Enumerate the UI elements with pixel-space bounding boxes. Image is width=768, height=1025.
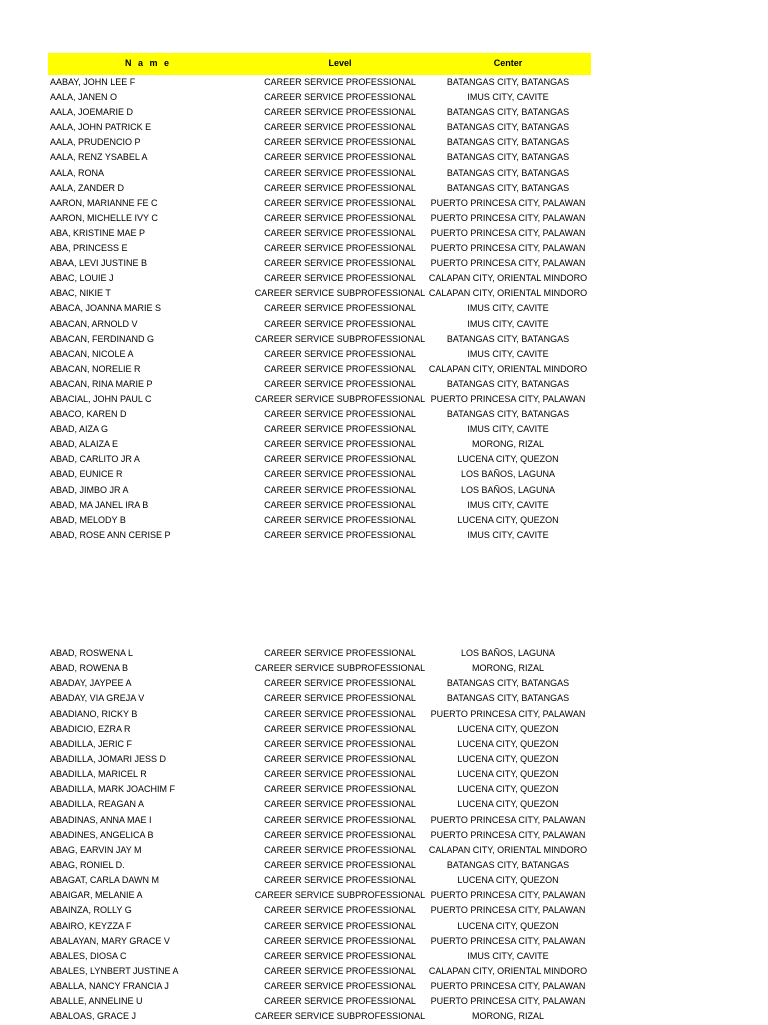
level-cell: CAREER SERVICE PROFESSIONAL xyxy=(264,258,416,269)
name-cell: ABALES, DIOSA C xyxy=(50,950,127,961)
level-cell: CAREER SERVICE PROFESSIONAL xyxy=(264,799,416,810)
center-cell: LUCENA CITY, QUEZON xyxy=(457,920,559,931)
level-cell: CAREER SERVICE PROFESSIONAL xyxy=(264,303,416,314)
level-cell: CAREER SERVICE SUBPROFESSIONAL xyxy=(254,890,426,901)
level-cell: CAREER SERVICE PROFESSIONAL xyxy=(264,152,416,163)
table-row xyxy=(48,964,591,979)
table-row xyxy=(48,286,591,301)
table-row xyxy=(48,241,591,256)
level-cell: CAREER SERVICE PROFESSIONAL xyxy=(264,648,416,658)
table-row xyxy=(48,528,591,543)
center-cell: IMUS CITY, CAVITE xyxy=(467,424,549,435)
table-row xyxy=(48,467,591,482)
name-cell: ABACIAL, JOHN PAUL C xyxy=(50,393,152,404)
name-cell: ABACO, KAREN D xyxy=(50,409,127,420)
level-cell: CAREER SERVICE PROFESSIONAL xyxy=(264,484,416,495)
name-cell: ABAD, EUNICE R xyxy=(50,469,123,480)
table-row xyxy=(48,271,591,286)
level-cell: CAREER SERVICE PROFESSIONAL xyxy=(264,814,416,825)
table-row xyxy=(48,661,591,676)
level-cell: CAREER SERVICE PROFESSIONAL xyxy=(264,318,416,329)
name-cell: ABACAN, RINA MARIE P xyxy=(50,378,153,389)
level-cell: CAREER SERVICE PROFESSIONAL xyxy=(264,92,416,103)
level-cell: CAREER SERVICE PROFESSIONAL xyxy=(264,424,416,435)
table-row xyxy=(48,1009,591,1024)
level-cell: CAREER SERVICE PROFESSIONAL xyxy=(264,784,416,795)
table-row xyxy=(48,211,591,226)
table-row xyxy=(48,979,591,994)
level-cell: CAREER SERVICE PROFESSIONAL xyxy=(264,77,416,87)
table-row xyxy=(48,135,591,150)
center-cell: PUERTO PRINCESA CITY, PALAWAN xyxy=(430,981,586,992)
name-cell: ABAGAT, CARLA DAWN M xyxy=(50,875,160,886)
table-row xyxy=(48,90,591,105)
center-cell: IMUS CITY, CAVITE xyxy=(467,318,549,329)
level-cell: CAREER SERVICE PROFESSIONAL xyxy=(264,981,416,992)
table-row xyxy=(48,392,591,407)
center-cell: LUCENA CITY, QUEZON xyxy=(457,875,559,886)
name-cell: ABADILLA, JOMARI JESS D xyxy=(50,753,167,764)
center-cell: LOS BAÑOS, LAGUNA xyxy=(460,469,556,480)
name-cell: ABAINZA, ROLLY G xyxy=(50,905,132,916)
level-cell: CAREER SERVICE PROFESSIONAL xyxy=(264,844,416,855)
table-row xyxy=(48,782,591,797)
name-cell: ABAC, LOUIE J xyxy=(50,273,114,284)
level-cell: CAREER SERVICE SUBPROFESSIONAL xyxy=(254,1011,426,1022)
center-cell: LUCENA CITY, QUEZON xyxy=(457,514,559,525)
header-center: Center xyxy=(493,58,523,68)
name-cell: AARON, MARIANNE FE C xyxy=(50,197,158,208)
center-cell: BATANGAS CITY, BATANGAS xyxy=(446,409,570,420)
level-cell: CAREER SERVICE PROFESSIONAL xyxy=(264,227,416,238)
name-cell: ABAIGAR, MELANIE A xyxy=(50,890,143,901)
center-cell: BATANGAS CITY, BATANGAS xyxy=(446,333,570,344)
table-row xyxy=(48,120,591,135)
level-cell: CAREER SERVICE PROFESSIONAL xyxy=(264,107,416,118)
table-row xyxy=(48,483,591,498)
name-cell: ABADILLA, MARICEL R xyxy=(50,769,147,780)
name-cell: ABAD, ALAIZA E xyxy=(50,439,119,450)
table-row xyxy=(48,452,591,467)
table-row xyxy=(48,407,591,422)
center-cell: MORONG, RIZAL xyxy=(471,439,544,450)
level-cell: CAREER SERVICE PROFESSIONAL xyxy=(264,167,416,178)
table-row xyxy=(48,166,591,181)
level-cell: CAREER SERVICE PROFESSIONAL xyxy=(264,137,416,148)
name-cell: ABAG, RONIEL D. xyxy=(50,859,125,870)
center-cell: LOS BAÑOS, LAGUNA xyxy=(460,484,556,495)
name-cell: ABACAN, NICOLE A xyxy=(50,348,134,359)
center-cell: CALAPAN CITY, ORIENTAL MINDORO xyxy=(428,363,588,374)
table-row xyxy=(48,301,591,316)
name-cell: AALA, RENZ YSABEL A xyxy=(50,152,148,163)
level-cell: CAREER SERVICE PROFESSIONAL xyxy=(264,905,416,916)
level-cell: CAREER SERVICE PROFESSIONAL xyxy=(264,529,416,540)
table-row xyxy=(48,888,591,903)
table-row xyxy=(48,377,591,392)
table-row xyxy=(48,919,591,934)
name-cell: ABA, PRINCESS E xyxy=(50,243,128,254)
table-row xyxy=(48,513,591,528)
center-cell: BATANGAS CITY, BATANGAS xyxy=(446,182,570,193)
table-row xyxy=(48,437,591,452)
center-cell: MORONG, RIZAL xyxy=(471,1011,544,1022)
center-cell: PUERTO PRINCESA CITY, PALAWAN xyxy=(430,905,586,916)
table-row xyxy=(48,347,591,362)
level-cell: CAREER SERVICE PROFESSIONAL xyxy=(264,273,416,284)
name-cell: ABACAN, NORELIE R xyxy=(50,363,141,374)
name-cell: ABADINAS, ANNA MAE I xyxy=(50,814,152,825)
level-cell: CAREER SERVICE PROFESSIONAL xyxy=(264,738,416,749)
table-row xyxy=(48,858,591,873)
level-cell: CAREER SERVICE PROFESSIONAL xyxy=(264,875,416,886)
table-row xyxy=(48,498,591,513)
level-cell: CAREER SERVICE PROFESSIONAL xyxy=(264,363,416,374)
center-cell: PUERTO PRINCESA CITY, PALAWAN xyxy=(430,258,586,269)
level-cell: CAREER SERVICE PROFESSIONAL xyxy=(264,708,416,719)
name-cell: ABACAN, ARNOLD V xyxy=(50,318,138,329)
name-cell: AALA, ZANDER D xyxy=(50,182,125,193)
center-cell: BATANGAS CITY, BATANGAS xyxy=(446,859,570,870)
table-row xyxy=(48,676,591,691)
center-cell: BATANGAS CITY, BATANGAS xyxy=(446,152,570,163)
center-cell: PUERTO PRINCESA CITY, PALAWAN xyxy=(430,227,586,238)
center-cell: PUERTO PRINCESA CITY, PALAWAN xyxy=(430,829,586,840)
name-cell: ABADAY, VIA GREJA V xyxy=(50,693,145,704)
center-cell: BATANGAS CITY, BATANGAS xyxy=(446,678,570,689)
center-cell: CALAPAN CITY, ORIENTAL MINDORO xyxy=(428,965,588,976)
table-row xyxy=(48,150,591,165)
level-cell: CAREER SERVICE PROFESSIONAL xyxy=(264,769,416,780)
level-cell: CAREER SERVICE PROFESSIONAL xyxy=(264,950,416,961)
table-row xyxy=(48,994,591,1009)
level-cell: CAREER SERVICE PROFESSIONAL xyxy=(264,243,416,254)
table-row xyxy=(48,75,591,90)
table-row xyxy=(48,691,591,706)
table-row xyxy=(48,196,591,211)
table-row xyxy=(48,949,591,964)
table-row xyxy=(48,737,591,752)
center-cell: IMUS CITY, CAVITE xyxy=(467,499,549,510)
table-row xyxy=(48,256,591,271)
table-row xyxy=(48,828,591,843)
name-cell: AALA, JOEMARIE D xyxy=(50,107,134,118)
level-cell: CAREER SERVICE PROFESSIONAL xyxy=(264,212,416,223)
name-cell: ABAD, MA JANEL IRA B xyxy=(50,499,149,510)
table-row xyxy=(48,903,591,918)
level-cell: CAREER SERVICE PROFESSIONAL xyxy=(264,514,416,525)
table-row xyxy=(48,813,591,828)
level-cell: CAREER SERVICE PROFESSIONAL xyxy=(264,920,416,931)
center-cell: PUERTO PRINCESA CITY, PALAWAN xyxy=(430,243,586,254)
name-cell: ABALES, LYNBERT JUSTINE A xyxy=(50,965,179,976)
table-row xyxy=(48,752,591,767)
name-cell: AARON, MICHELLE IVY C xyxy=(50,212,158,223)
table-row xyxy=(48,797,591,812)
center-cell: IMUS CITY, CAVITE xyxy=(467,529,549,540)
table-header xyxy=(48,53,591,75)
center-cell: CALAPAN CITY, ORIENTAL MINDORO xyxy=(428,273,588,284)
table-row xyxy=(48,767,591,782)
table-row xyxy=(48,873,591,888)
level-cell: CAREER SERVICE PROFESSIONAL xyxy=(264,197,416,208)
table-row xyxy=(48,707,591,722)
name-cell: ABALOAS, GRACE J xyxy=(50,1011,137,1022)
table-row xyxy=(48,422,591,437)
center-cell: BATANGAS CITY, BATANGAS xyxy=(446,693,570,704)
center-cell: BATANGAS CITY, BATANGAS xyxy=(446,137,570,148)
center-cell: IMUS CITY, CAVITE xyxy=(467,950,549,961)
center-cell: PUERTO PRINCESA CITY, PALAWAN xyxy=(430,935,586,946)
center-cell: LUCENA CITY, QUEZON xyxy=(457,753,559,764)
center-cell: PUERTO PRINCESA CITY, PALAWAN xyxy=(430,197,586,208)
center-cell: BATANGAS CITY, BATANGAS xyxy=(446,167,570,178)
name-cell: ABAD, ROSWENA L xyxy=(50,648,134,658)
level-cell: CAREER SERVICE PROFESSIONAL xyxy=(264,829,416,840)
name-cell: AALA, PRUDENCIO P xyxy=(50,137,141,148)
center-cell: MORONG, RIZAL xyxy=(471,663,544,674)
level-cell: CAREER SERVICE PROFESSIONAL xyxy=(264,935,416,946)
name-cell: ABA, KRISTINE MAE P xyxy=(50,227,146,238)
center-cell: PUERTO PRINCESA CITY, PALAWAN xyxy=(430,996,586,1007)
level-cell: CAREER SERVICE PROFESSIONAL xyxy=(264,454,416,465)
center-cell: LUCENA CITY, QUEZON xyxy=(457,454,559,465)
name-cell: ABADICIO, EZRA R xyxy=(50,723,131,734)
level-cell: CAREER SERVICE SUBPROFESSIONAL xyxy=(254,333,426,344)
level-cell: CAREER SERVICE PROFESSIONAL xyxy=(264,693,416,704)
name-cell: ABACA, JOANNA MARIE S xyxy=(50,303,162,314)
center-cell: BATANGAS CITY, BATANGAS xyxy=(446,107,570,118)
level-cell: CAREER SERVICE PROFESSIONAL xyxy=(264,122,416,133)
name-cell: ABAD, ROSE ANN CERISE P xyxy=(50,529,171,540)
table-row xyxy=(48,646,591,661)
name-cell: ABAD, JIMBO JR A xyxy=(50,484,129,495)
level-cell: CAREER SERVICE PROFESSIONAL xyxy=(264,409,416,420)
name-cell: ABAD, ROWENA B xyxy=(50,663,129,674)
table-row xyxy=(48,722,591,737)
center-cell: IMUS CITY, CAVITE xyxy=(467,348,549,359)
table-body-first xyxy=(48,75,591,543)
name-cell: ABADINES, ANGELICA B xyxy=(50,829,154,840)
name-cell: ABALLA, NANCY FRANCIA J xyxy=(50,981,169,992)
table-row xyxy=(48,934,591,949)
name-cell: ABADILLA, JERIC F xyxy=(50,738,133,749)
center-cell: PUERTO PRINCESA CITY, PALAWAN xyxy=(430,890,586,901)
center-cell: LOS BAÑOS, LAGUNA xyxy=(460,648,556,658)
level-cell: CAREER SERVICE PROFESSIONAL xyxy=(264,378,416,389)
center-cell: IMUS CITY, CAVITE xyxy=(467,92,549,103)
center-cell: CALAPAN CITY, ORIENTAL MINDORO xyxy=(428,288,588,299)
header-level: Level xyxy=(328,58,352,68)
name-cell: ABAC, NIKIE T xyxy=(50,288,111,299)
center-cell: PUERTO PRINCESA CITY, PALAWAN xyxy=(430,393,586,404)
level-cell: CAREER SERVICE PROFESSIONAL xyxy=(264,723,416,734)
name-cell: ABADILLA, MARK JOACHIM F xyxy=(50,784,176,795)
table-row xyxy=(48,843,591,858)
level-cell: CAREER SERVICE PROFESSIONAL xyxy=(264,439,416,450)
table-row xyxy=(48,317,591,332)
center-cell: LUCENA CITY, QUEZON xyxy=(457,769,559,780)
table-row xyxy=(48,226,591,241)
name-cell: ABADAY, JAYPEE A xyxy=(50,678,132,689)
name-cell: AALA, JANEN O xyxy=(50,92,118,103)
center-cell: PUERTO PRINCESA CITY, PALAWAN xyxy=(430,708,586,719)
center-cell: LUCENA CITY, QUEZON xyxy=(457,723,559,734)
table-body-second xyxy=(48,646,591,1025)
center-cell: LUCENA CITY, QUEZON xyxy=(457,799,559,810)
level-cell: CAREER SERVICE PROFESSIONAL xyxy=(264,499,416,510)
center-cell: CALAPAN CITY, ORIENTAL MINDORO xyxy=(428,844,588,855)
name-cell: AALA, JOHN PATRICK E xyxy=(50,122,152,133)
center-cell: PUERTO PRINCESA CITY, PALAWAN xyxy=(430,814,586,825)
name-cell: AALA, RONA xyxy=(50,167,105,178)
name-cell: ABAD, AIZA G xyxy=(50,424,109,435)
level-cell: CAREER SERVICE PROFESSIONAL xyxy=(264,753,416,764)
name-cell: ABADILLA, REAGAN A xyxy=(50,799,145,810)
level-cell: CAREER SERVICE SUBPROFESSIONAL xyxy=(254,393,426,404)
name-cell: ABALLE, ANNELINE U xyxy=(50,996,143,1007)
level-cell: CAREER SERVICE PROFESSIONAL xyxy=(264,348,416,359)
level-cell: CAREER SERVICE PROFESSIONAL xyxy=(264,182,416,193)
table-row xyxy=(48,181,591,196)
level-cell: CAREER SERVICE PROFESSIONAL xyxy=(264,678,416,689)
level-cell: CAREER SERVICE SUBPROFESSIONAL xyxy=(254,288,426,299)
level-cell: CAREER SERVICE PROFESSIONAL xyxy=(264,965,416,976)
table-row xyxy=(48,105,591,120)
level-cell: CAREER SERVICE PROFESSIONAL xyxy=(264,859,416,870)
header-name: N a m e xyxy=(124,58,171,68)
name-cell: ABAA, LEVI JUSTINE B xyxy=(50,258,148,269)
center-cell: BATANGAS CITY, BATANGAS xyxy=(446,77,570,87)
table-row xyxy=(48,362,591,377)
center-cell: LUCENA CITY, QUEZON xyxy=(457,738,559,749)
name-cell: ABAIRO, KEYZZA F xyxy=(50,920,132,931)
level-cell: CAREER SERVICE PROFESSIONAL xyxy=(264,469,416,480)
name-cell: ABACAN, FERDINAND G xyxy=(50,333,155,344)
name-cell: ABAG, EARVIN JAY M xyxy=(50,844,142,855)
level-cell: CAREER SERVICE SUBPROFESSIONAL xyxy=(254,663,426,674)
table-row xyxy=(48,332,591,347)
level-cell: CAREER SERVICE PROFESSIONAL xyxy=(264,996,416,1007)
name-cell: AABAY, JOHN LEE F xyxy=(50,77,136,87)
name-cell: ABAD, CARLITO JR A xyxy=(50,454,140,465)
name-cell: ABAD, MELODY B xyxy=(50,514,126,525)
center-cell: PUERTO PRINCESA CITY, PALAWAN xyxy=(430,212,586,223)
center-cell: BATANGAS CITY, BATANGAS xyxy=(446,122,570,133)
center-cell: LUCENA CITY, QUEZON xyxy=(457,784,559,795)
center-cell: IMUS CITY, CAVITE xyxy=(467,303,549,314)
center-cell: BATANGAS CITY, BATANGAS xyxy=(446,378,570,389)
name-cell: ABADIANO, RICKY B xyxy=(50,708,138,719)
name-cell: ABALAYAN, MARY GRACE V xyxy=(50,935,170,946)
